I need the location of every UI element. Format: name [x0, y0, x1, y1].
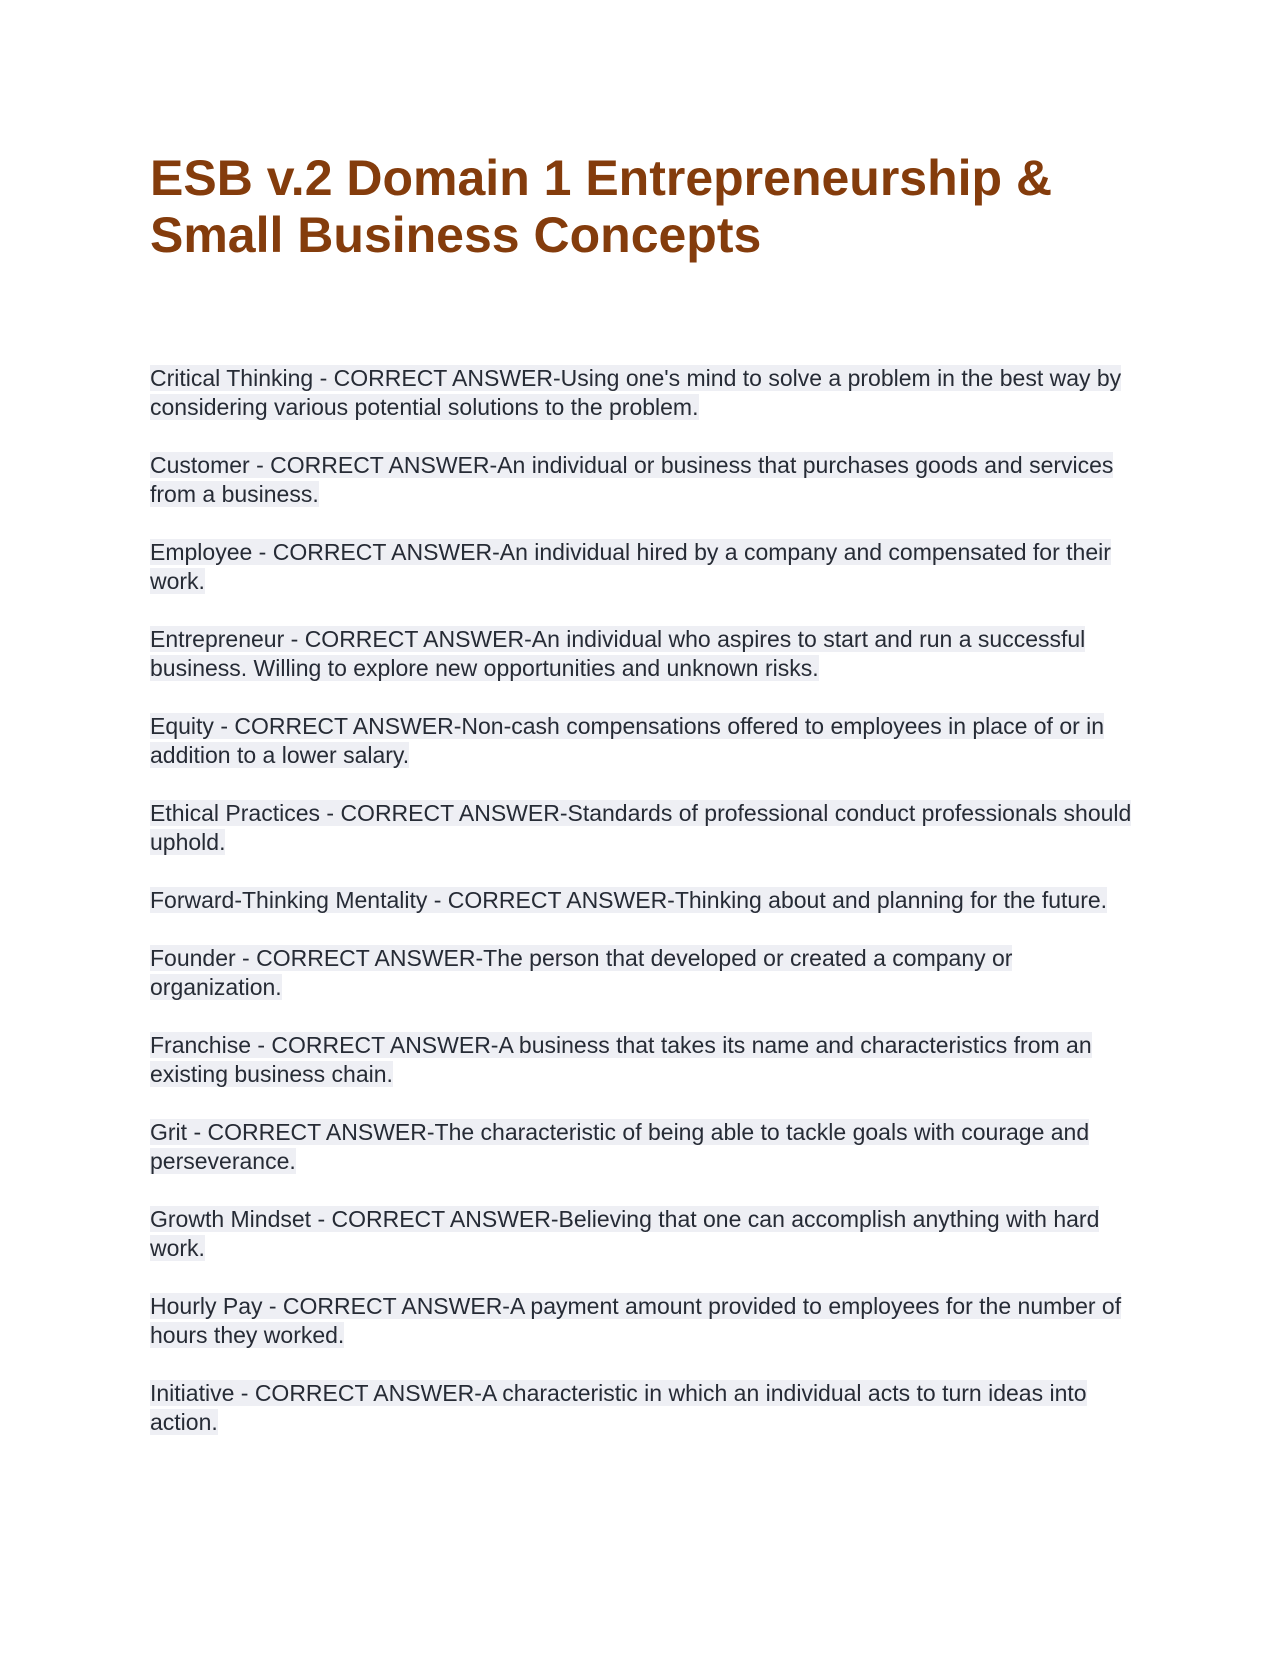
definition-text: Equity - CORRECT ANSWER-Non-cash compensations offered to employees in place of or in addition to a lower salary.	[150, 713, 1105, 768]
definition-text: Entrepreneur - CORRECT ANSWER-An individual who aspires to start and run a successful business. Willing to explore new opportunities and unknown risks.	[150, 626, 1086, 681]
definition-entry	[150, 625, 1140, 683]
definition-entry	[150, 1118, 1140, 1176]
definition-text: Ethical Practices - CORRECT ANSWER-Standards of professional conduct professionals should uphold.	[150, 800, 1132, 855]
document-title: ESB v.2 Domain 1 Entrepreneurship & Small Business Concepts	[150, 150, 1053, 263]
definition-text: Initiative - CORRECT ANSWER-A characteristic in which an individual acts to turn ideas into action.	[150, 1380, 1087, 1435]
definition-text: Customer - CORRECT ANSWER-An individual or business that purchases goods and services from a business.	[150, 452, 1114, 507]
definition-text: Grit - CORRECT ANSWER-The characteristic of being able to tackle goals with courage and perseverance.	[150, 1119, 1090, 1174]
definition-entry	[150, 364, 1140, 422]
definition-text: Founder - CORRECT ANSWER-The person that developed or created a company or organization.	[150, 945, 1013, 1000]
definition-text: Growth Mindset - CORRECT ANSWER-Believing that one can accomplish anything with hard work.	[150, 1206, 1100, 1261]
document-page	[150, 0, 1140, 1656]
definition-list	[150, 364, 1140, 1437]
definition-entry	[150, 451, 1140, 509]
definition-entry	[150, 1205, 1140, 1263]
definition-text: Hourly Pay - CORRECT ANSWER-A payment amount provided to employees for the number of hours they worked.	[150, 1293, 1122, 1348]
definition-entry	[150, 1031, 1140, 1089]
definition-entry	[150, 799, 1140, 857]
definition-text: Franchise - CORRECT ANSWER-A business that takes its name and characteristics from an existing business chain.	[150, 1032, 1092, 1087]
definition-entry	[150, 944, 1140, 1002]
definition-entry	[150, 886, 1140, 915]
definition-text: Critical Thinking - CORRECT ANSWER-Using one's mind to solve a problem in the best way by considering various potential solutions to the problem.	[150, 365, 1122, 420]
definition-text: Forward-Thinking Mentality - CORRECT ANSWER-Thinking about and planning for the future.	[150, 887, 1108, 913]
definition-entry	[150, 712, 1140, 770]
definition-entry	[150, 538, 1140, 596]
definition-entry	[150, 1292, 1140, 1350]
definition-text: Employee - CORRECT ANSWER-An individual hired by a company and compensated for their work.	[150, 539, 1111, 594]
definition-entry	[150, 1379, 1140, 1437]
